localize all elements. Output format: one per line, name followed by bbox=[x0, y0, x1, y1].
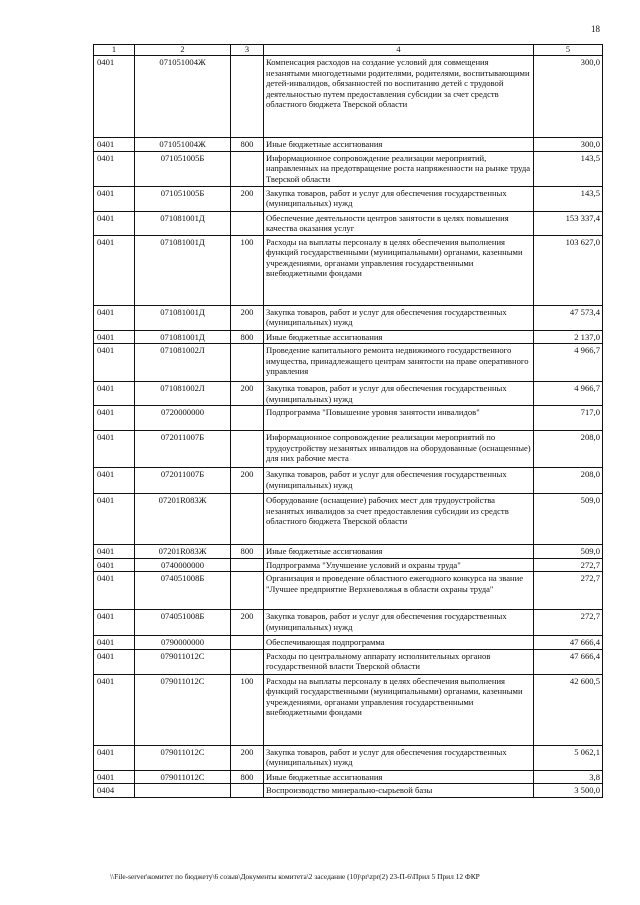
amount-cell: 3 500,0 bbox=[534, 784, 603, 797]
razdel-cell: 0401 bbox=[94, 382, 135, 406]
vr-cell: 200 bbox=[231, 186, 264, 211]
amount-cell: 208,0 bbox=[534, 468, 603, 494]
razdel-cell: 0401 bbox=[94, 186, 135, 211]
razdel-cell: 0401 bbox=[94, 770, 135, 783]
table-row bbox=[94, 344, 603, 382]
header-col-1: 1 bbox=[94, 45, 135, 56]
vr-cell bbox=[231, 636, 264, 649]
amount-cell: 272,7 bbox=[534, 572, 603, 610]
table-row bbox=[94, 305, 603, 330]
amount-cell: 2 137,0 bbox=[534, 330, 603, 343]
description-cell: Иные бюджетные ассигнования bbox=[264, 545, 534, 558]
table-row bbox=[94, 211, 603, 235]
description-cell: Закупка товаров, работ и услуг для обеспечения государственных (муниципальных) нужд bbox=[264, 745, 534, 770]
csr-cell: 0720000000 bbox=[135, 406, 231, 431]
amount-cell: 5 062,1 bbox=[534, 745, 603, 770]
amount-cell: 208,0 bbox=[534, 431, 603, 468]
csr-cell: 071051005Б bbox=[135, 151, 231, 186]
table-row bbox=[94, 406, 603, 431]
vr-cell bbox=[231, 494, 264, 545]
table-row bbox=[94, 56, 603, 138]
description-cell: Компенсация расходов на создание условий для совмещения незанятыми многодетными родителями, родителями, воспитывающими детей-инвалидов, обязанностей по воспитанию детей с трудовой деятельностью путем предоставления субсидии за счет средств областного бюджета Тверской области bbox=[264, 56, 534, 138]
table-row bbox=[94, 382, 603, 406]
razdel-cell: 0401 bbox=[94, 305, 135, 330]
table-row bbox=[94, 558, 603, 571]
csr-cell: 071051004Ж bbox=[135, 56, 231, 138]
csr-cell: 079011012С bbox=[135, 745, 231, 770]
vr-cell: 200 bbox=[231, 305, 264, 330]
table-row bbox=[94, 674, 603, 745]
vr-cell bbox=[231, 649, 264, 674]
table-row bbox=[94, 138, 603, 151]
amount-cell: 103 627,0 bbox=[534, 235, 603, 305]
csr-cell: 071051004Ж bbox=[135, 138, 231, 151]
description-cell: Расходы по центральному аппарату исполнительных органов государственной власти Тверской области bbox=[264, 649, 534, 674]
header-col-2: 2 bbox=[135, 45, 231, 56]
razdel-cell: 0401 bbox=[94, 330, 135, 343]
amount-cell: 272,7 bbox=[534, 610, 603, 636]
razdel-cell: 0401 bbox=[94, 468, 135, 494]
table-row bbox=[94, 330, 603, 343]
amount-cell: 153 337,4 bbox=[534, 211, 603, 235]
razdel-cell: 0401 bbox=[94, 636, 135, 649]
description-cell: Иные бюджетные ассигнования bbox=[264, 138, 534, 151]
table-row bbox=[94, 610, 603, 636]
razdel-cell: 0401 bbox=[94, 649, 135, 674]
table-row bbox=[94, 431, 603, 468]
table-row bbox=[94, 545, 603, 558]
table-row bbox=[94, 468, 603, 494]
csr-cell: 071081001Д bbox=[135, 305, 231, 330]
description-cell: Закупка товаров, работ и услуг для обеспечения государственных (муниципальных) нужд bbox=[264, 186, 534, 211]
vr-cell bbox=[231, 211, 264, 235]
description-cell: Иные бюджетные ассигнования bbox=[264, 330, 534, 343]
vr-cell: 200 bbox=[231, 610, 264, 636]
csr-cell: 07201R083Ж bbox=[135, 494, 231, 545]
table-row bbox=[94, 235, 603, 305]
razdel-cell: 0401 bbox=[94, 610, 135, 636]
csr-cell: 0740000000 bbox=[135, 558, 231, 571]
vr-cell bbox=[231, 784, 264, 797]
razdel-cell: 0401 bbox=[94, 674, 135, 745]
vr-cell bbox=[231, 406, 264, 431]
amount-cell: 143,5 bbox=[534, 151, 603, 186]
header-col-3: 3 bbox=[231, 45, 264, 56]
vr-cell: 200 bbox=[231, 745, 264, 770]
vr-cell: 800 bbox=[231, 138, 264, 151]
table-row bbox=[94, 636, 603, 649]
table-row bbox=[94, 770, 603, 783]
csr-cell: 07201R083Ж bbox=[135, 545, 231, 558]
description-cell: Закупка товаров, работ и услуг для обеспечения государственных (муниципальных) нужд bbox=[264, 382, 534, 406]
description-cell: Закупка товаров, работ и услуг для обеспечения государственных (муниципальных) нужд bbox=[264, 305, 534, 330]
razdel-cell: 0401 bbox=[94, 431, 135, 468]
razdel-cell: 0401 bbox=[94, 151, 135, 186]
amount-cell: 300,0 bbox=[534, 56, 603, 138]
description-cell: Расходы на выплаты персоналу в целях обеспечения выполнения функций государственными (муниципальными) органами, казенными учреждениями, органами управления государственными внебюджетными фондами bbox=[264, 674, 534, 745]
csr-cell bbox=[135, 784, 231, 797]
amount-cell: 300,0 bbox=[534, 138, 603, 151]
vr-cell: 800 bbox=[231, 770, 264, 783]
description-cell: Оборудование (оснащение) рабочих мест для трудоустройства незанятых инвалидов за счет предоставления субсидии из средств областного бюджета Тверской области bbox=[264, 494, 534, 545]
vr-cell: 800 bbox=[231, 330, 264, 343]
razdel-cell: 0401 bbox=[94, 138, 135, 151]
vr-cell bbox=[231, 344, 264, 382]
amount-cell: 143,5 bbox=[534, 186, 603, 211]
vr-cell: 200 bbox=[231, 382, 264, 406]
description-cell: Воспроизводство минерально-сырьевой базы bbox=[264, 784, 534, 797]
vr-cell: 100 bbox=[231, 674, 264, 745]
description-cell: Обеспечение деятельности центров занятости в целях повышения качества оказания услуг bbox=[264, 211, 534, 235]
header-col-4: 4 bbox=[264, 45, 534, 56]
amount-cell: 717,0 bbox=[534, 406, 603, 431]
razdel-cell: 0401 bbox=[94, 558, 135, 571]
razdel-cell: 0404 bbox=[94, 784, 135, 797]
razdel-cell: 0401 bbox=[94, 235, 135, 305]
footer-path: \\File-server\комитет по бюджету\6 созыв\Документы комитета\2 заседание (10)\pr\zpr(2) 23-П-6\Прил 5 Прил 12 ФКР bbox=[110, 872, 480, 881]
csr-cell: 079011012С bbox=[135, 649, 231, 674]
amount-cell: 3,8 bbox=[534, 770, 603, 783]
vr-cell: 100 bbox=[231, 235, 264, 305]
vr-cell bbox=[231, 431, 264, 468]
vr-cell bbox=[231, 558, 264, 571]
csr-cell: 071081001Д bbox=[135, 235, 231, 305]
description-cell: Подпрограмма "Повышение уровня занятости инвалидов" bbox=[264, 406, 534, 431]
amount-cell: 509,0 bbox=[534, 494, 603, 545]
page-number: 18 bbox=[591, 24, 600, 34]
csr-cell: 074051008Б bbox=[135, 610, 231, 636]
vr-cell bbox=[231, 572, 264, 610]
amount-cell: 42 600,5 bbox=[534, 674, 603, 745]
vr-cell: 200 bbox=[231, 468, 264, 494]
csr-cell: 071051005Б bbox=[135, 186, 231, 211]
razdel-cell: 0401 bbox=[94, 406, 135, 431]
csr-cell: 0790000000 bbox=[135, 636, 231, 649]
csr-cell: 074051008Б bbox=[135, 572, 231, 610]
razdel-cell: 0401 bbox=[94, 56, 135, 138]
description-cell: Закупка товаров, работ и услуг для обеспечения государственных (муниципальных) нужд bbox=[264, 610, 534, 636]
razdel-cell: 0401 bbox=[94, 211, 135, 235]
table-row bbox=[94, 745, 603, 770]
amount-cell: 4 966,7 bbox=[534, 344, 603, 382]
table-row bbox=[94, 572, 603, 610]
amount-cell: 509,0 bbox=[534, 545, 603, 558]
vr-cell: 800 bbox=[231, 545, 264, 558]
description-cell: Информационное сопровождение реализации мероприятий, направленных на предотвращение роста напряженности на рынке труда Тверской области bbox=[264, 151, 534, 186]
table-row bbox=[94, 649, 603, 674]
table-row bbox=[94, 494, 603, 545]
csr-cell: 079011012С bbox=[135, 674, 231, 745]
razdel-cell: 0401 bbox=[94, 344, 135, 382]
csr-cell: 071081001Д bbox=[135, 330, 231, 343]
razdel-cell: 0401 bbox=[94, 494, 135, 545]
csr-cell: 072011007Б bbox=[135, 431, 231, 468]
csr-cell: 071081001Д bbox=[135, 211, 231, 235]
csr-cell: 072011007Б bbox=[135, 468, 231, 494]
description-cell: Информационное сопровождение реализации мероприятий по трудоустройству незанятых инвалидов на оборудованные (оснащенные) для них рабочие места bbox=[264, 431, 534, 468]
description-cell: Подпрограмма "Улучшение условий и охраны труда" bbox=[264, 558, 534, 571]
amount-cell: 47 573,4 bbox=[534, 305, 603, 330]
csr-cell: 079011012С bbox=[135, 770, 231, 783]
razdel-cell: 0401 bbox=[94, 745, 135, 770]
description-cell: Обеспечивающая подпрограмма bbox=[264, 636, 534, 649]
amount-cell: 47 666,4 bbox=[534, 649, 603, 674]
vr-cell bbox=[231, 56, 264, 138]
razdel-cell: 0401 bbox=[94, 572, 135, 610]
table-row bbox=[94, 784, 603, 797]
description-cell: Иные бюджетные ассигнования bbox=[264, 770, 534, 783]
description-cell: Организация и проведение областного ежегодного конкурса на звание "Лучшее предприятие Верхневолжья в области охраны труда" bbox=[264, 572, 534, 610]
table-row bbox=[94, 151, 603, 186]
description-cell: Расходы на выплаты персоналу в целях обеспечения выполнения функций государственными (муниципальными) органами, казенными учреждениями, органами управления государственными внебюджетными фондами bbox=[264, 235, 534, 305]
header-row bbox=[94, 45, 603, 56]
amount-cell: 47 666,4 bbox=[534, 636, 603, 649]
csr-cell: 071081002Л bbox=[135, 382, 231, 406]
amount-cell: 272,7 bbox=[534, 558, 603, 571]
description-cell: Закупка товаров, работ и услуг для обеспечения государственных (муниципальных) нужд bbox=[264, 468, 534, 494]
table-row bbox=[94, 186, 603, 211]
razdel-cell: 0401 bbox=[94, 545, 135, 558]
csr-cell: 071081002Л bbox=[135, 344, 231, 382]
amount-cell: 4 966,7 bbox=[534, 382, 603, 406]
vr-cell bbox=[231, 151, 264, 186]
header-col-5: 5 bbox=[534, 45, 603, 56]
description-cell: Проведение капитального ремонта недвижимого государственного имущества, принадлежащего центрам занятости на праве оперативного управления bbox=[264, 344, 534, 382]
budget-table bbox=[93, 44, 603, 798]
